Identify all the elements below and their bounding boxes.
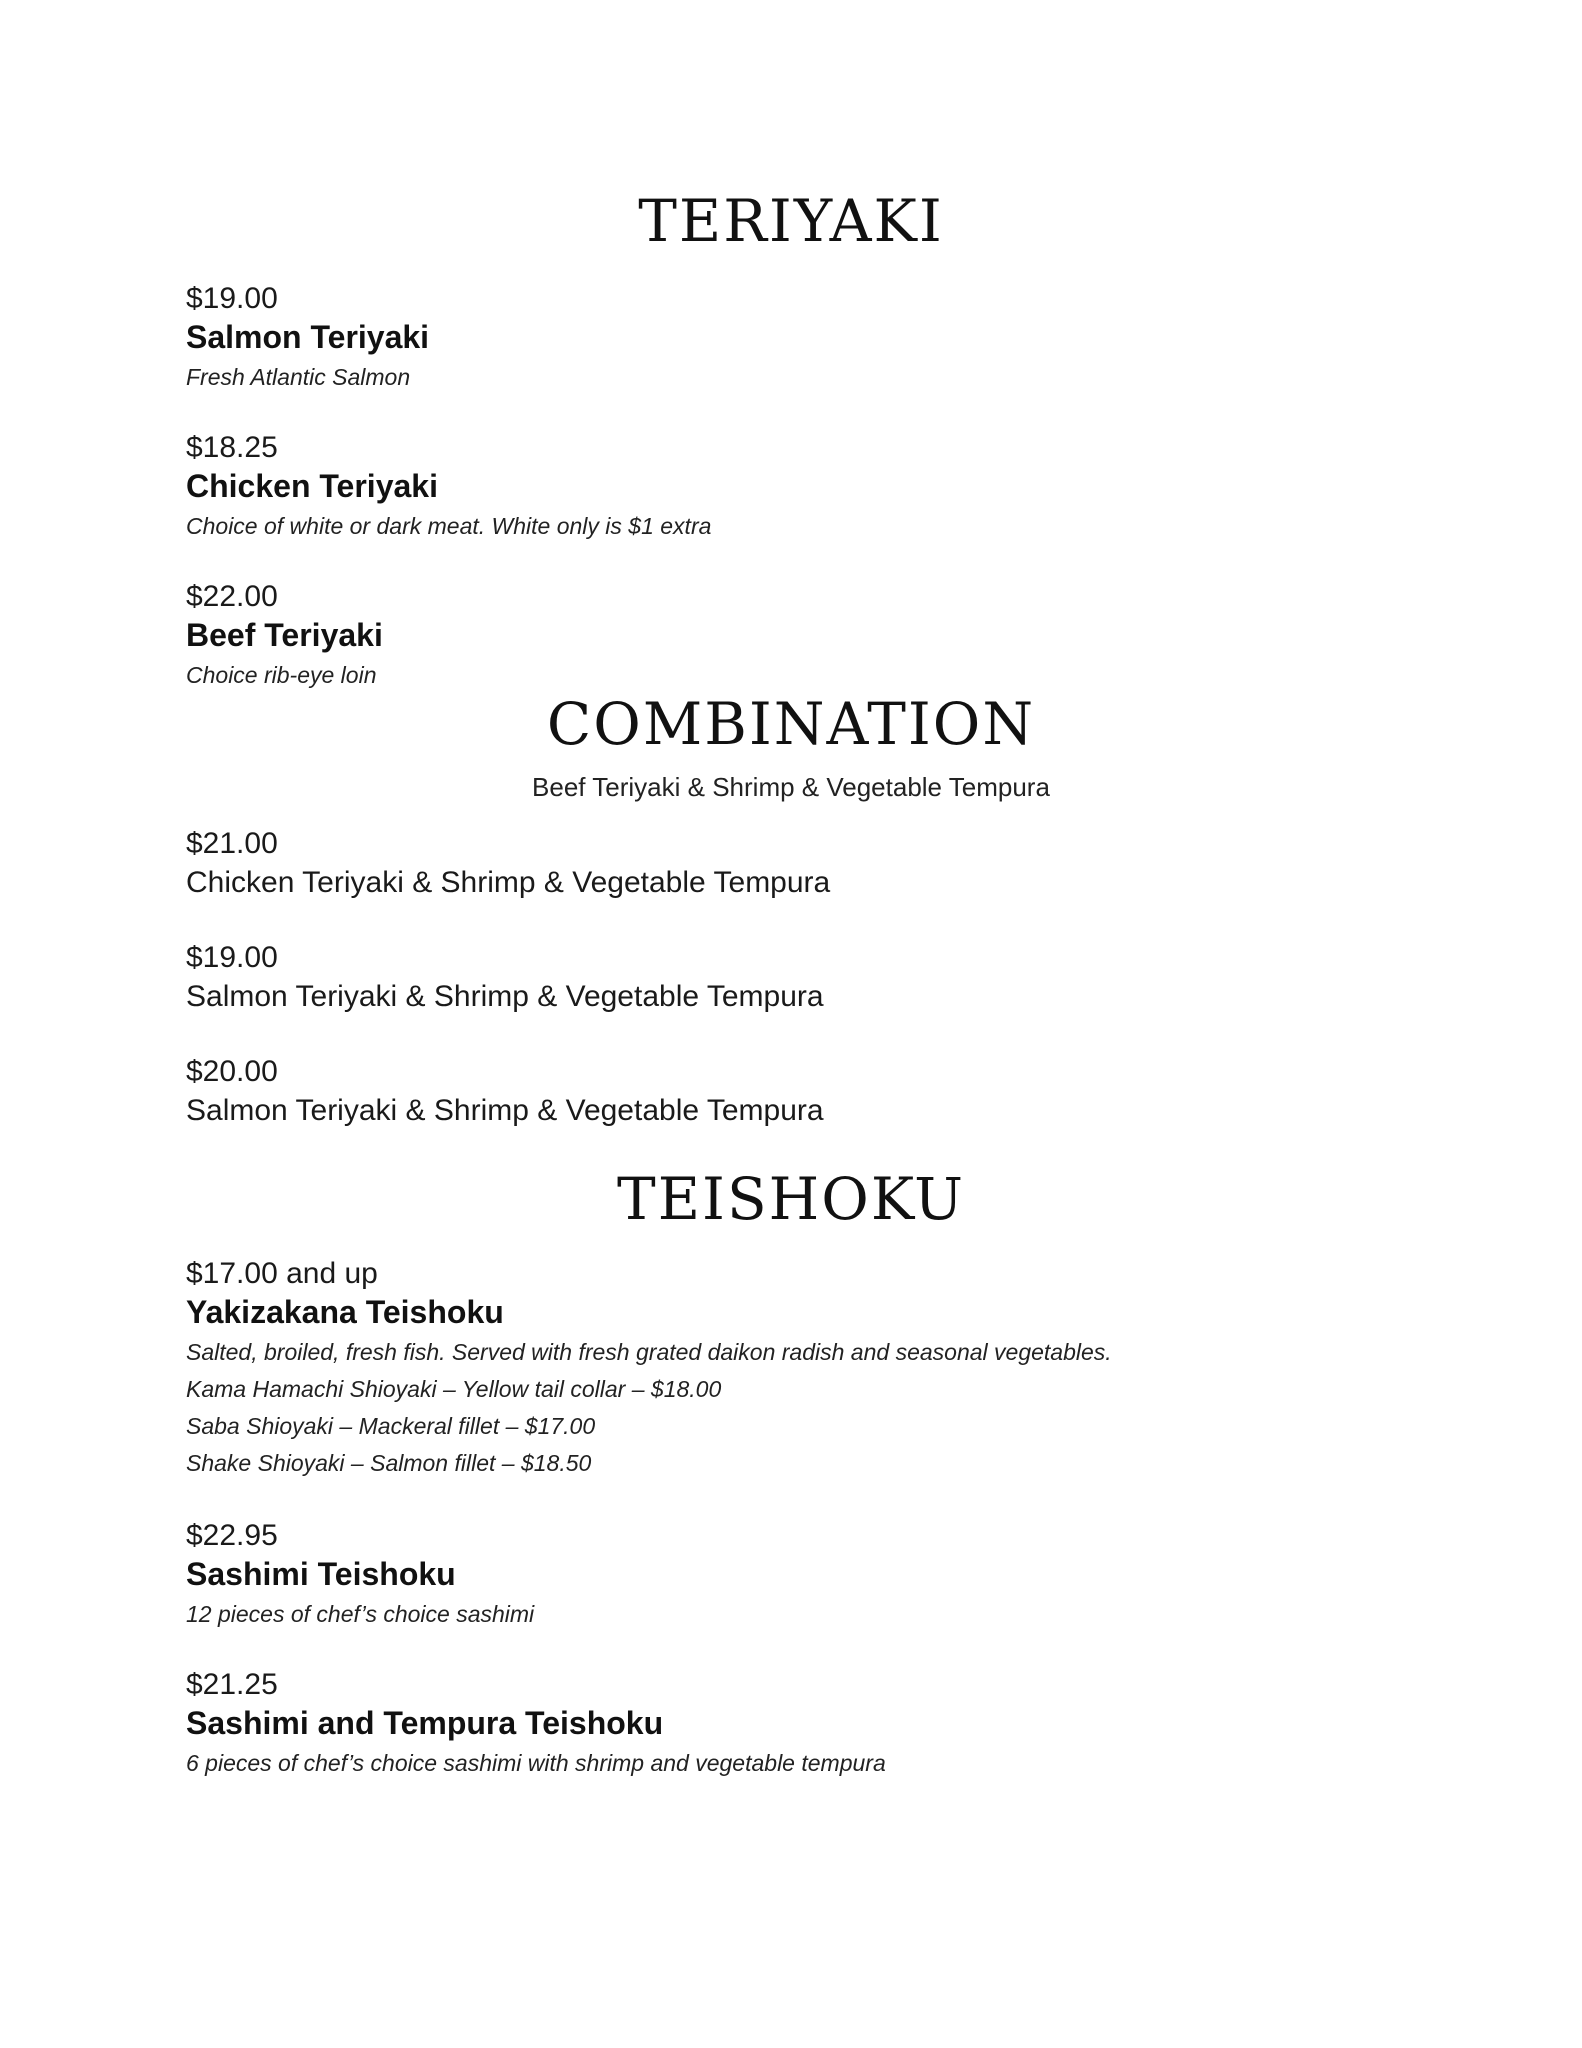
menu-item xyxy=(186,1670,1396,1775)
item-description: Fresh Atlantic Salmon xyxy=(186,364,411,390)
item-option: Saba Shioyaki – Mackeral fillet – $17.00 xyxy=(186,1413,596,1439)
menu-item xyxy=(186,829,1396,898)
item-name: Salmon Teriyaki & Shrimp & Vegetable Tempura xyxy=(186,1094,824,1127)
item-price: $17.00 and up xyxy=(186,1257,378,1290)
item-description: Choice rib-eye loin xyxy=(186,662,377,688)
item-name: Salmon Teriyaki xyxy=(186,319,430,355)
menu-item xyxy=(186,284,1396,389)
item-price: $21.25 xyxy=(186,1668,278,1701)
section-subtitle-combination: Beef Teriyaki & Shrimp & Vegetable Tempura xyxy=(532,772,1050,802)
item-option: Kama Hamachi Shioyaki – Yellow tail collar – $18.00 xyxy=(186,1376,722,1402)
item-name: Salmon Teriyaki & Shrimp & Vegetable Tempura xyxy=(186,980,824,1013)
section-title-teishoku: TEISHOKU xyxy=(617,1165,965,1233)
item-price: $19.00 xyxy=(186,282,278,315)
item-name: Sashimi Teishoku xyxy=(186,1556,456,1592)
section-title-teriyaki: TERIYAKI xyxy=(638,187,944,255)
section-title-combination: COMBINATION xyxy=(546,690,1036,758)
item-name: Chicken Teriyaki xyxy=(186,468,438,504)
item-price: $22.00 xyxy=(186,580,278,613)
menu-item xyxy=(186,582,1396,687)
item-description: 6 pieces of chef’s choice sashimi with shrimp and vegetable tempura xyxy=(186,1750,886,1776)
menu-item xyxy=(186,1057,1396,1126)
menu-item xyxy=(186,433,1396,538)
item-description: 12 pieces of chef’s choice sashimi xyxy=(186,1601,535,1627)
item-description: Choice of white or dark meat. White only is $1 extra xyxy=(186,513,712,539)
menu-item xyxy=(186,1521,1396,1626)
item-name: Beef Teriyaki xyxy=(186,617,383,653)
item-name: Chicken Teriyaki & Shrimp & Vegetable Tempura xyxy=(186,866,831,899)
item-price: $19.00 xyxy=(186,941,278,974)
item-price: $18.25 xyxy=(186,431,278,464)
item-description: Salted, broiled, fresh fish. Served with fresh grated daikon radish and seasonal vegetables. xyxy=(186,1339,1112,1365)
item-price: $20.00 xyxy=(186,1055,278,1088)
item-name: Yakizakana Teishoku xyxy=(186,1294,504,1330)
item-price: $21.00 xyxy=(186,827,278,860)
item-name: Sashimi and Tempura Teishoku xyxy=(186,1705,664,1741)
menu-item xyxy=(186,943,1396,1012)
item-option: Shake Shioyaki – Salmon fillet – $18.50 xyxy=(186,1450,592,1476)
item-price: $22.95 xyxy=(186,1519,278,1552)
menu-item xyxy=(186,1259,1396,1475)
